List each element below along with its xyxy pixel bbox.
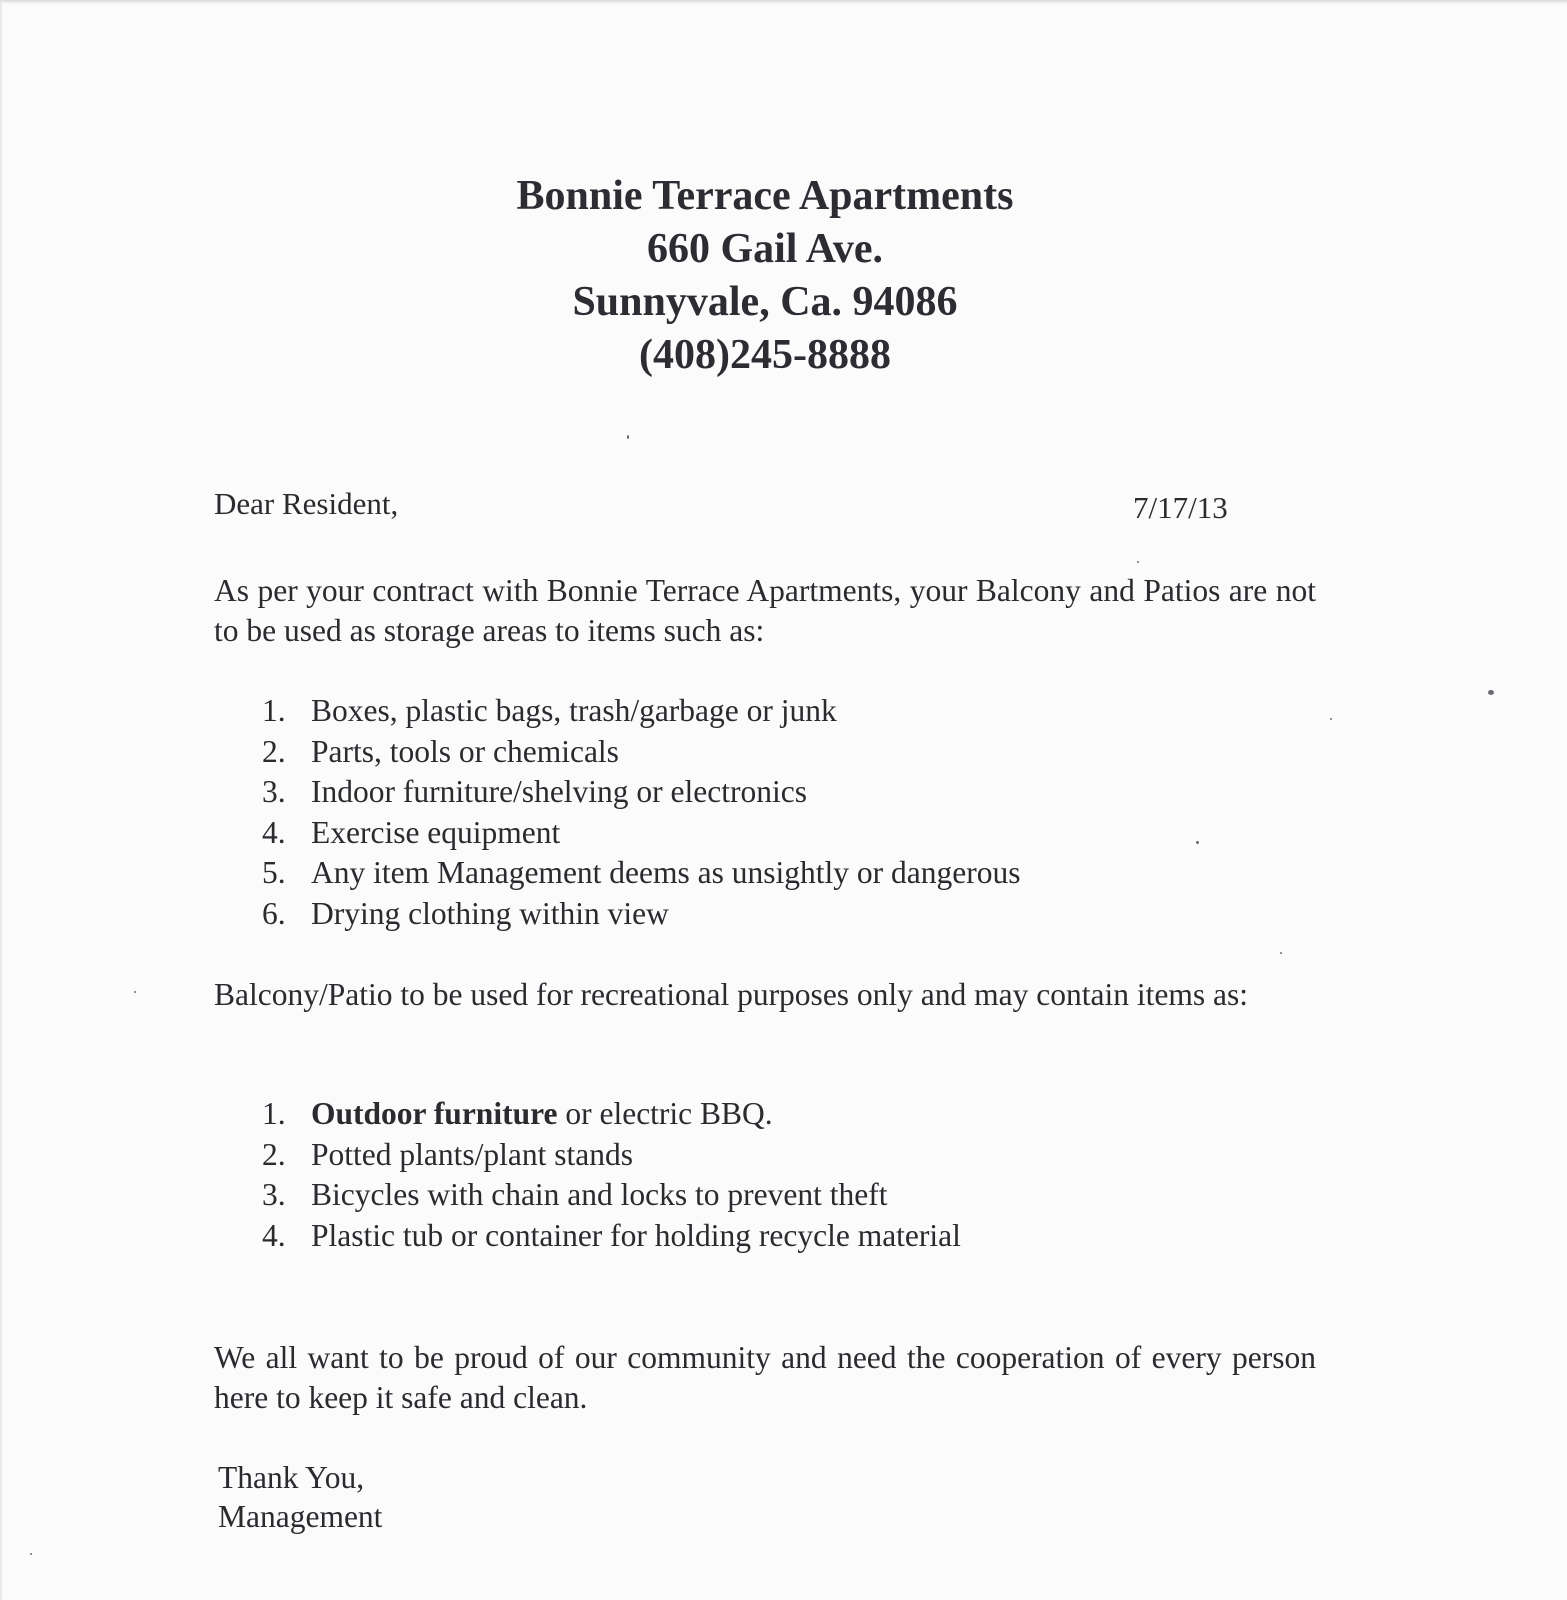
list-item xyxy=(262,894,1020,935)
company-city: Sunnyvale, Ca. 94086 xyxy=(572,279,958,325)
allowed-items-list xyxy=(262,1094,961,1256)
scan-speck xyxy=(1137,561,1139,563)
list-item-number: 5. xyxy=(262,855,286,890)
letter-date: 7/17/13 xyxy=(1133,490,1228,525)
scan-speck xyxy=(1330,718,1332,720)
closing-block xyxy=(218,1458,382,1536)
scan-speck xyxy=(1196,841,1199,844)
list-item-number: 2. xyxy=(262,733,286,769)
scan-speck xyxy=(134,991,136,993)
list-item-text: Parts, tools or chemicals xyxy=(311,733,619,769)
community-paragraph: We all want to be proud of our community and need the cooperation of every person here to keep it safe and clean. xyxy=(214,1340,1316,1415)
list-item-number: 3. xyxy=(262,774,286,809)
list-item xyxy=(262,1135,961,1176)
list-item-number: 6. xyxy=(262,895,286,931)
allowed-paragraph: Balcony/Patio to be used for recreational purposes only and may contain items as: xyxy=(214,977,1248,1012)
list-item-text: Drying clothing within view xyxy=(311,895,669,931)
list-item xyxy=(262,772,1020,813)
intro-paragraph: As per your contract with Bonnie Terrace Apartments, your Balcony and Patios are not to be used as storage areas to items such as: xyxy=(214,573,1316,648)
scan-speck xyxy=(1280,952,1282,954)
company-street: 660 Gail Ave. xyxy=(646,226,884,272)
list-item xyxy=(262,1094,961,1135)
list-item xyxy=(262,1175,961,1216)
list-item-number: 2. xyxy=(262,1136,286,1172)
list-item xyxy=(262,1216,961,1257)
company-name: Bonnie Terrace Apartments xyxy=(516,173,1014,219)
list-item-text: Exercise equipment xyxy=(311,814,561,850)
list-item-text: Indoor furniture/shelving or electronics xyxy=(311,774,807,809)
scan-speck xyxy=(30,1553,32,1555)
scan-edge-top xyxy=(0,0,1567,4)
list-item-text: Potted plants/plant stands xyxy=(311,1136,633,1172)
list-item-text: Bicycles with chain and locks to prevent theft xyxy=(311,1177,888,1212)
list-item-text: Any item Management deems as unsightly or dangerous xyxy=(311,855,1021,890)
scan-speck xyxy=(1488,690,1494,695)
list-item-number: 1. xyxy=(262,1096,286,1131)
company-phone: (408)245-8888 xyxy=(639,332,891,378)
list-item xyxy=(262,691,1020,732)
salutation: Dear Resident, xyxy=(214,486,399,521)
list-item xyxy=(262,732,1020,773)
closing-line: Thank You, xyxy=(218,1460,365,1495)
list-item-text: Boxes, plastic bags, trash/garbage or junk xyxy=(311,693,837,728)
prohibited-items-list xyxy=(262,691,1020,934)
list-item xyxy=(262,813,1020,854)
letterhead xyxy=(0,170,1530,382)
scan-speck xyxy=(627,435,629,439)
list-item-number: 4. xyxy=(262,814,286,850)
list-item-number: 3. xyxy=(262,1177,286,1212)
list-item-bold-text: Outdoor furniture xyxy=(311,1096,558,1131)
list-item-text: Plastic tub or container for holding recycle material xyxy=(311,1217,961,1253)
list-item-number: 4. xyxy=(262,1217,286,1253)
list-item xyxy=(262,853,1020,894)
list-item-number: 1. xyxy=(262,693,286,728)
list-item-text: or electric BBQ. xyxy=(557,1096,773,1131)
signature: Management xyxy=(218,1499,383,1534)
